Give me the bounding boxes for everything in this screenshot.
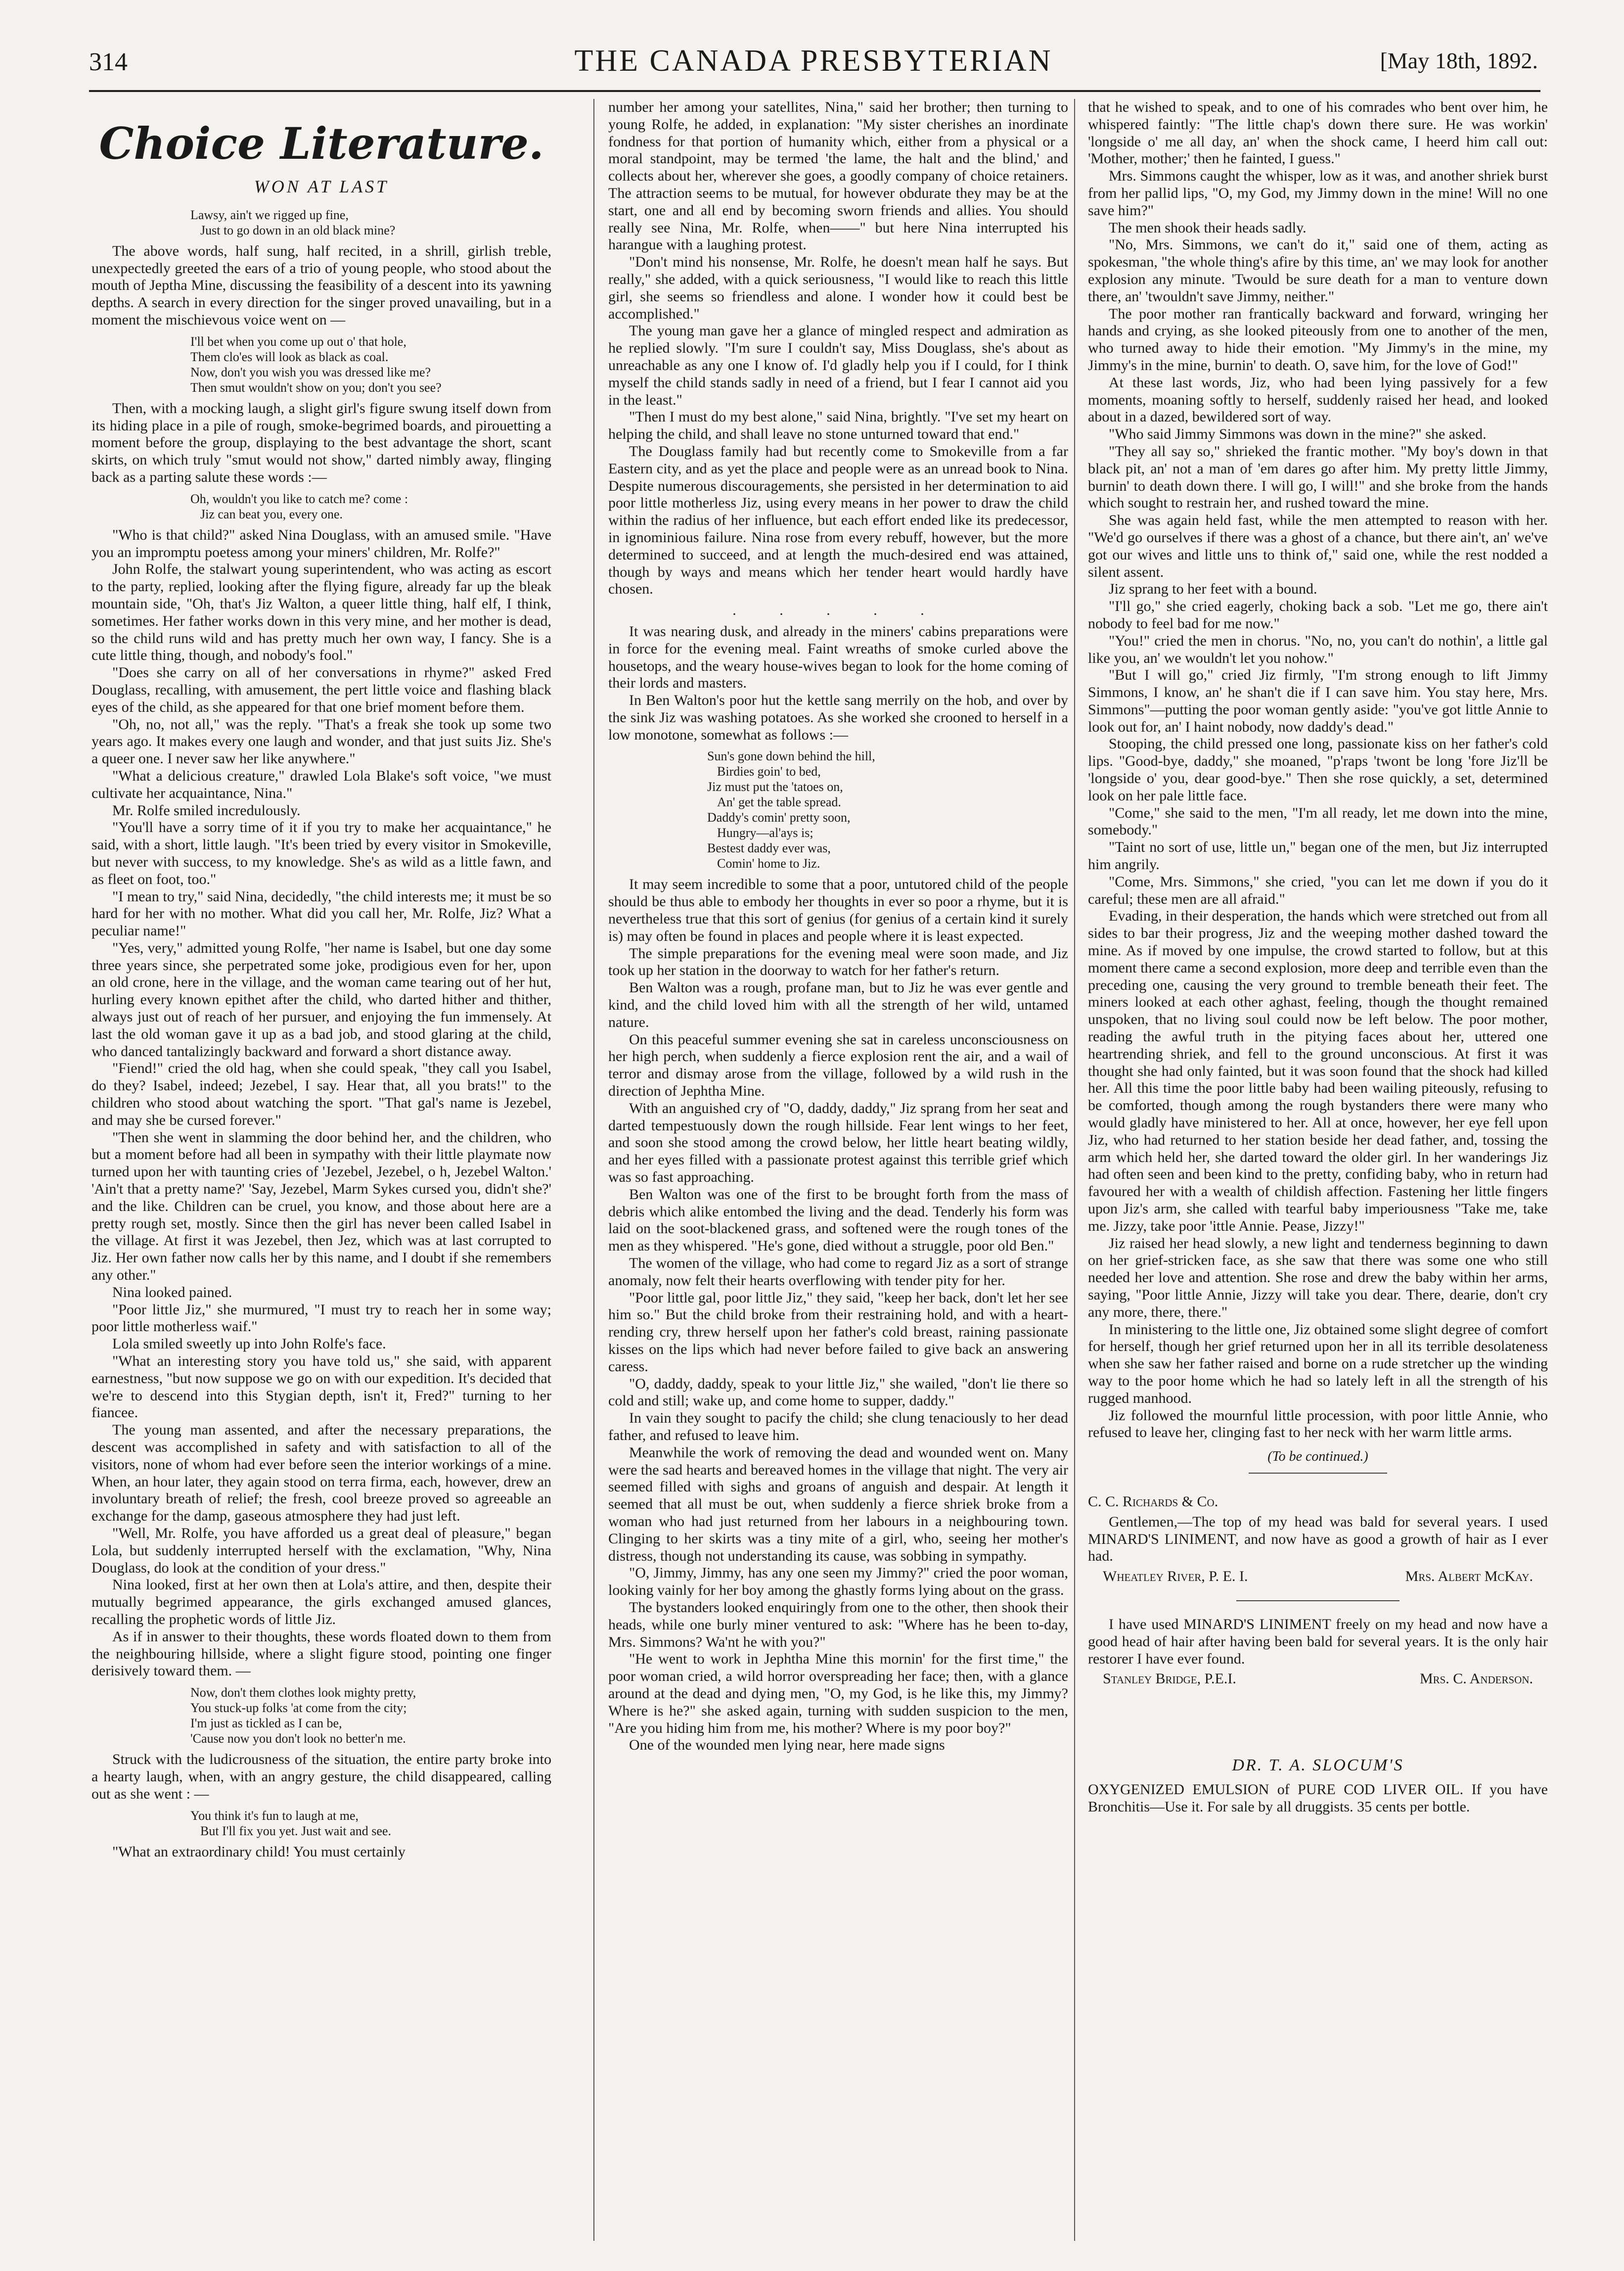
column-2 xyxy=(608,99,1068,2241)
paragraph: "Well, Mr. Rolfe, you have afforded us a great deal of pleasure," began Lola, but suddenly interrupted herself with the exclamation, "Why, Nina Douglass, do look at the condition of your dress." xyxy=(91,1525,551,1576)
verse-line: Hungry—al'ays is; xyxy=(717,826,813,840)
verse-line: Lawsy, ain't we rigged up fine, xyxy=(190,207,349,222)
paragraph: "O, daddy, daddy, speak to your little Jiz," she wailed, "don't lie there so cold and still; wake up, and come home to supper, daddy." xyxy=(608,1375,1068,1409)
verse-line: Them clo'es will look as black as coal. xyxy=(190,349,389,364)
verse-line: Jiz must put the 'tatoes on, xyxy=(707,780,843,794)
paragraph: The young man gave her a glance of mingled respect and admiration as he replied slowly. "I'm sure I couldn't say, Miss Douglass, she's about as unreachable as any one I know of. I'd gladly help you if I could, for I think myself the child stands sadly in need of a friend, but I fear I cannot aid you in the least." xyxy=(608,323,1068,408)
section-title: Choice Literature. xyxy=(99,118,544,169)
paragraph: that he wished to speak, and to one of his comrades who bent over him, he whispered faintly: "The little chap's down there sure. He was workin' 'longside o' me all day, an' when the shock came, I heerd him call out: 'Mother, mother;' then he fainted, I guess." xyxy=(1088,99,1548,167)
paragraph: Then, with a mocking laugh, a slight girl's figure swung itself down from its hiding place in a pile of rough, smoke-begrimed boards, and pirouetting a moment before the group, displaying to the best advantage the short, scant skirts, on which truly "smut would not show," darted nimbly away, flinging back as a parting salute these words :— xyxy=(91,400,551,485)
ad-body: Gentlemen,—The top of my head was bald for several years. I used MINARD'S LINIMENT, and now have as good a growth of hair as I ever had. xyxy=(1088,1513,1548,1565)
page-header xyxy=(89,44,1538,88)
paragraph: Meanwhile the work of removing the dead and wounded went on. Many were the sad hearts and bereaved homes in the village that night. The very air seemed filled with sighs and groans of anguish and despair. At length it seemed that all must be out, when suddenly a fierce shriek broke from a woman who had just returned from her labours in a neighbouring town. Clinging to her skirts was a tiny mite of a girl, who, seeing her mother's distress, though not understanding its cause, was sobbing in sympathy. xyxy=(608,1444,1068,1564)
advertisement-minards-2 xyxy=(1088,1616,1548,1688)
paragraph: Nina looked, first at her own then at Lola's attire, and then, despite their mutually begrimed appearance, the girls exchanged amused glances, recalling the prophetic words of little Jiz. xyxy=(91,1576,551,1627)
verse-line: I'll bet when you come up out o' that hole, xyxy=(190,334,406,349)
paragraph: "Oh, no, not all," was the reply. "That's a freak she took up some two years ago. It makes every one laugh and wonder, and that just suits Jiz. She's a queer one. I never saw her like anywhere." xyxy=(91,716,551,767)
advertisement-slocum xyxy=(1088,1757,1548,1815)
column-3 xyxy=(1088,99,1548,2241)
paragraph: Jiz sprang to her feet with a bound. xyxy=(1109,581,1317,598)
paragraph: It may seem incredible to some that a poor, untutored child of the people should be thus able to embody her thoughts in ever so poor a rhyme, but it is nevertheless true that this sort of genius (for genius of a certain kind it surely is) may often be found in places and people where it is least expected. xyxy=(608,876,1068,944)
paragraph: Jiz raised her head slowly, a new light and tenderness beginning to dawn on her grief-stricken face, as she saw that there was some one who still needed her love and attention. She rose and drew the baby within her arms, saying, "Poor little Annie, Jizzy will take you dear. There, dearie, don't cry any more, there, there." xyxy=(1088,1235,1548,1320)
paragraph: As if in answer to their thoughts, these words floated down to them from the neighbouring hillside, where a slight figure stood, pointing one finger derisively toward them. — xyxy=(91,1628,551,1679)
paragraph: "Come, Mrs. Simmons," she cried, "you can let me down if you do it careful; these men are all afraid." xyxy=(1088,873,1548,907)
story-title: WON AT LAST xyxy=(254,177,389,196)
paragraph: number her among your satellites, Nina," said her brother; then turning to young Rolfe, he added, in explanation: "My sister cherishes an inordinate fondness for that portion of humanity which, either from a physical or a moral standpoint, may be termed 'the lame, the halt and the blind,' and collects about her, wherever she goes, a goodly company of choice retainers. The attraction seems to be mutual, for however obdurate they may be at the start, one and all end by becoming sworn friends and allies. You should really see Nina, Mr. Rolfe, when——" but here Nina interrupted his harangue with a laughing protest. xyxy=(608,99,1068,253)
verse xyxy=(190,1685,551,1746)
ad-body: OXYGENIZED EMULSION of PURE COD LIVER OIL. If you have Bronchitis—Use it. For sale by all druggists. 35 cents per bottle. xyxy=(1088,1781,1548,1815)
paragraph: Stooping, the child pressed one long, passionate kiss on her father's cold lips. "Good-bye, daddy," she moaned, "p'raps 'twont be long 'fore Jiz'll be 'longside o' you, dear good-bye." Then she rose quickly, a set, determined look on her pale little face. xyxy=(1088,736,1548,804)
ad-place: Stanley Bridge, P.E.I. xyxy=(1103,1670,1236,1687)
verse xyxy=(190,207,551,238)
ad-addressee: C. C. Richards & Co. xyxy=(1088,1493,1218,1510)
paragraph: "Poor little gal, poor little Jiz," they said, "keep her back, don't let her see him so." But the child broke from their restraining hold, and with a heart-rending cry, threw herself upon her father's cold breast, raining passionate kisses on the lips which had never before failed to give back an answering caress. xyxy=(608,1289,1068,1375)
paragraph: The bystanders looked enquiringly from one to the other, then shook their heads, while one burly miner ventured to ask: "Where has he been to-day, Mrs. Simmons? Wa'nt he with you?" xyxy=(608,1599,1068,1650)
paragraph: "I mean to try," said Nina, decidedly, "the child interests me; it must be so hard for her with no mother. What did you call her, Mr. Rolfe, Jiz? What a peculiar name!" xyxy=(91,888,551,939)
header-rule xyxy=(89,90,1540,92)
verse-line: Now, don't them clothes look mighty pretty, xyxy=(190,1685,416,1700)
ad-divider xyxy=(1236,1600,1399,1601)
column-divider xyxy=(593,99,594,2241)
verse-line: I'm just as tickled as I can be, xyxy=(190,1716,342,1731)
paragraph: "No, Mrs. Simmons, we can't do it," said one of them, acting as spokesman, "the whole thing's afire by this time, an' we may look for another explosion any minute. 'Twould be sure death for a man to venture down there, an' 'twouldn't save Jimmy, neither." xyxy=(1088,236,1548,305)
publication-title: THE CANADA PRESBYTERIAN xyxy=(574,44,1053,78)
verse xyxy=(190,491,551,522)
verse-line: 'Cause now you don't look no better'n me. xyxy=(190,1731,406,1746)
ad-name: Mrs. C. Anderson. xyxy=(1419,1670,1533,1687)
paragraph: "Then I must do my best alone," said Nina, brightly. "I've set my heart on helping the child, and shall leave no stone unturned toward that end." xyxy=(608,409,1068,443)
verse-line: Bestest daddy ever was, xyxy=(707,841,831,856)
ad-signature xyxy=(1088,1668,1548,1688)
page-number: 314 xyxy=(89,48,128,76)
paragraph: "What a delicious creature," drawled Lola Blake's soft voice, "we must cultivate her acquaintance, Nina." xyxy=(91,767,551,801)
paragraph: The Douglass family had but recently come to Smokeville from a far Eastern city, and as yet the place and people were as an unread book to Nina. Despite numerous discouragements, she persisted in her determination to aid poor little motherless Jiz, using every means in her power to draw the child within the radius of her influence, but each effort ended like its predecessor, in ignominious failure. Nina rose from every rebuff, however, but the more determined to succeed, and at length the much-desired end was attained, though by ways and means which her tender heart would hardly have chosen. xyxy=(608,443,1068,598)
paragraph: Jiz followed the mournful little procession, with poor little Annie, who refused to leave her, clinging fast to her neck with her warm little arms. xyxy=(1088,1407,1548,1441)
verse-line: Now, don't you wish you was dressed like me? xyxy=(190,365,431,379)
verse-line: Jiz can beat you, every one. xyxy=(200,507,343,521)
paragraph: It was nearing dusk, and already in the miners' cabins preparations were in force for the evening meal. Faint wreaths of smoke curled above the housetops, and the weary house-wives began to look for the home coming of their lords and masters. xyxy=(608,623,1068,692)
story-end-rule xyxy=(1249,1473,1387,1474)
verse-line: You think it's fun to laugh at me, xyxy=(190,1808,359,1823)
verse xyxy=(190,1808,551,1839)
verse-line: Oh, wouldn't you like to catch me? come : xyxy=(190,491,408,506)
advertisement-minards-1 xyxy=(1088,1493,1548,1585)
paragraph: The men shook their heads sadly. xyxy=(1109,219,1307,236)
paragraph: On this peaceful summer evening she sat in careless unconsciousness on her high perch, when suddenly a fierce explosion rent the air, and a wail of terror and dismay arose from the village, followed by a wild rush in the direction of Jephtha Mine. xyxy=(608,1031,1068,1100)
verse-line: Then smut wouldn't show on you; don't you see? xyxy=(190,380,442,395)
paragraph: "What an extraordinary child! You must certainly xyxy=(112,1843,406,1860)
to-be-continued: (To be continued.) xyxy=(1267,1449,1368,1465)
paragraph: "But I will go," cried Jiz firmly, "I'm strong enough to lift Jimmy Simmons, I know, an' he shan't die if I can save him. You stay here, Mrs. Simmons"—putting the poor woman gently aside: "you've got little Annie to look out for, an' I haint nobody, now daddy's dead." xyxy=(1088,667,1548,735)
verse-line: An' get the table spread. xyxy=(717,795,841,810)
paragraph: The simple preparations for the evening meal were soon made, and Jiz took up her station in the doorway to watch for her father's return. xyxy=(608,945,1068,979)
paragraph: "Yes, very," admitted young Rolfe, "her name is Isabel, but one day some three years since, she perpetrated some joke, prodigious even for her, upon an old crone, here in the village, and the woman came tearing out of her hut, hurling every known epithet after the child, who darted hither and thither, always just out of reach of her pursuer, and enjoying the fun immensely. At last the old woman gave it up as a bad job, and stood glaring at the child, who danced tantalizingly backward and forward a short distance away. xyxy=(91,939,551,1060)
paragraph: Nina looked pained. xyxy=(112,1284,232,1300)
paragraph: One of the wounded men lying near, here made signs xyxy=(629,1737,945,1754)
paragraph: "Don't mind his nonsense, Mr. Rolfe, he doesn't mean half he says. But really," she added, with a quick seriousness, "I would like to reach this little girl, she seems so friendless and alone. I wonder how it could best be accomplished." xyxy=(608,254,1068,322)
paragraph: "Poor little Jiz," she murmured, "I must try to reach her in some way; poor little motherless waif." xyxy=(91,1301,551,1335)
paragraph: John Rolfe, the stalwart young superintendent, who was acting as escort to the party, replied, looking after the flying figure, already far up the bleak mountain side, "Oh, that's Jiz Walton, a queer little thing, half elf, I think, sometimes. Her father works down in this very mine, and her mother is dead, so the child runs wild and has pretty much her own way, I fancy. She is a cute little thing, though, and nobody's fool." xyxy=(91,561,551,664)
paragraph: Mrs. Simmons caught the whisper, low as it was, and another shriek burst from her pallid lips, "O, my God, my Jimmy down in the mine! Will no one save him?" xyxy=(1088,168,1548,219)
verse-line: Sun's gone down behind the hill, xyxy=(707,749,875,764)
paragraph: In ministering to the little one, Jiz obtained some slight degree of comfort for herself, though her grief returned upon her in all its terrible desolateness when she saw her father raised and borne on a rude stretcher up the winding way to the poor home which he had so lately left in all the strength of his rugged manhood. xyxy=(1088,1321,1548,1406)
paragraph: "Does she carry on all of her conversations in rhyme?" asked Fred Douglass, recalling, with amusement, the pert little voice and flashing black eyes of the child, as she appeared for that one brief moment before them. xyxy=(91,664,551,715)
paragraph: Ben Walton was one of the first to be brought forth from the mass of debris which alike entombed the living and the dead. Tenderly his form was laid on the soot-blackened grass, and softened were the rough tones of the men as they whispered. "He's gone, died without a struggle, poor old Ben." xyxy=(608,1186,1068,1254)
section-separator: . . . . . xyxy=(732,602,944,619)
verse-line: Daddy's comin' pretty soon, xyxy=(707,810,851,825)
paragraph: "O, Jimmy, Jimmy, has any one seen my Jimmy?" cried the poor woman, looking vainly for her boy among the ghastly forms lying about on the grass. xyxy=(608,1565,1068,1599)
verse-line: Birdies goin' to bed, xyxy=(717,764,821,779)
paragraph: Lola smiled sweetly up into John Rolfe's face. xyxy=(112,1336,386,1352)
ad-place: Wheatley River, P. E. I. xyxy=(1103,1568,1248,1585)
paragraph: The young man assented, and after the necessary preparations, the descent was accomplished in safety and with satisfaction to all of the visitors, none of whom had ever before seen the interior workings of a mine. When, an hour later, they again stood on terra firma, each, however, drew an involuntary breath of relief; the fresh, cool breeze proved so agreeable an exchange for the damp, gaseous atmosphere they had just left. xyxy=(91,1422,551,1525)
paragraph: "What an interesting story you have told us," she said, with apparent earnestness, "but now suppose we go on with our expedition. It's decided that we're to descend into this Stygian depth, isn't it, Fred?" turning to her fiancee. xyxy=(91,1353,551,1421)
paragraph: "They all say so," shrieked the frantic mother. "My boy's down in that black pit, an' not a man of 'em dares go after him. My pretty little Jimmy, burnin' to death down there. I will go, I will!" and she broke from the hands which sought to restrain her, and rushed toward the mine. xyxy=(1088,443,1548,511)
paragraph: The women of the village, who had come to regard Jiz as a sort of strange anomaly, now felt their hearts overflowing with tender pity for her. xyxy=(608,1255,1068,1289)
ad-heading: DR. T. A. SLOCUM'S xyxy=(1232,1756,1404,1775)
paragraph: The above words, half sung, half recited, in a shrill, girlish treble, unexpectedly greeted the ears of a trio of young people, who stood about the mouth of Jeptha Mine, discussing the feasibility of a descent into its yawning depths. A search in every direction for the singer proved unavailing, but in a moment the mischievous voice went on — xyxy=(91,242,551,328)
paragraph: Evading, in their desperation, the hands which were stretched out from all sides to bar their progress, Jiz and the weeping mother dashed toward the mine. As if moved by one impulse, the crowd started to follow, but at this moment there came a second explosion, more deep and terrible even than the preceding one, causing the very ground to tremble beneath their feet. The miners looked at each other aghast, feeling, though the thought remained unspoken, that no living soul could now be left below. The poor mother, reading the awful truth in the pitying faces about her, uttered one heartrending shriek, and fell to the ground unconscious. At first it was thought she had only fainted, but it was soon found that the shock had killed her. All this time the poor little baby had been wailing piteously, refusing to be comforted, though among the rough bystanders there were many who would gladly have ministered to her. All at once, however, her eye fell upon Jiz, who had returned to her station beside her dead father, and, tossing the arm which held her, she darted toward the older girl. In her wanderings Jiz had often seen and been kind to the pretty, confiding baby, who in return had favoured her with a wealth of childish affection. Fastening her little fingers upon Jiz's arm, she called with tearful baby imperiousness "Take me, take me. Jizzy, take poor 'ittle Annie. Pease, Jizzy!" xyxy=(1088,908,1548,1234)
paragraph: The poor mother ran frantically backward and forward, wringing her hands and crying, as she looked piteously from one to another of the men, who turned away to hide their emotion. "My Jimmy's in the mine, my Jimmy's in the mine, burnin' to death. O, save him, for the love of God!" xyxy=(1088,305,1548,373)
paragraph: Mr. Rolfe smiled incredulously. xyxy=(112,802,301,819)
ad-body: I have used MINARD'S LINIMENT freely on my head and now have a good head of hair after having been bald for several years. It is the only hair restorer I have ever found. xyxy=(1088,1616,1548,1667)
verse-line: But I'll fix you yet. Just wait and see. xyxy=(200,1823,391,1838)
verse xyxy=(707,748,1068,871)
ad-name: Mrs. Albert McKay. xyxy=(1405,1568,1533,1585)
paragraph: At these last words, Jiz, who had been lying passively for a few moments, moaning softly to herself, suddenly raised her head, and looked about in a dazed, bewildered sort of way. xyxy=(1088,374,1548,425)
paragraph: "Then she went in slamming the door behind her, and the children, who but a moment before had all been in sympathy with their little playmate now turned upon her with taunting cries of 'Jezebel, Jezebel, o h, Jezebel Walton.' 'Ain't that a pretty name?' 'Say, Jezebel, Marm Sykes cursed you, didn't she?' and the like. Children can be cruel, you know, and those about here are a pretty rough set, mostly. Since then the girl has never been called Isabel in the village. At first it was Jezebel, then Jez, which was at last corrupted to Jiz. Her own father now calls her by this name, and I doubt if she remembers any other." xyxy=(91,1129,551,1284)
paragraph: "Who said Jimmy Simmons was down in the mine?" she asked. xyxy=(1109,426,1487,443)
paragraph: In Ben Walton's poor hut the kettle sang merrily on the hob, and over by the sink Jiz was washing potatoes. As she worked she crooned to herself in a low monotone, somewhat as follows :— xyxy=(608,692,1068,743)
issue-date: [May 18th, 1892. xyxy=(1380,48,1538,73)
paragraph: "Who is that child?" asked Nina Douglass, with an amused smile. "Have you an impromptu poetess among your miners' children, Mr. Rolfe?" xyxy=(91,526,551,560)
paragraph: "I'll go," she cried eagerly, choking back a sob. "Let me go, there ain't nobody to feel bad for me now." xyxy=(1088,598,1548,632)
verse-line: Comin' home to Jiz. xyxy=(717,856,820,871)
paragraph: "You'll have a sorry time of it if you try to make her acquaintance," he said, with a short, little laugh. "It's been tried by every visitor in Smokeville, but never with success, to my knowledge. She's as wild as a little fawn, and as fleet on foot, too." xyxy=(91,819,551,887)
paragraph: Struck with the ludicrousness of the situation, the entire party broke into a hearty laugh, when, with an angry gesture, the child disappeared, calling out as she went : — xyxy=(91,1751,551,1802)
paragraph: Ben Walton was a rough, profane man, but to Jiz he was ever gentle and kind, and the child loved him with all the strength of her wild, untamed nature. xyxy=(608,979,1068,1030)
verse-line: Just to go down in an old black mine? xyxy=(200,223,396,237)
paragraph: "Taint no sort of use, little un," began one of the men, but Jiz interrupted him angrily. xyxy=(1088,839,1548,873)
paragraph: She was again held fast, while the men attempted to reason with her. "We'd go ourselves if there was a ghost of a chance, but there ain't, an' we've got our wives and little uns to think of," said one, while the rest nodded a silent assent. xyxy=(1088,512,1548,580)
column-divider xyxy=(1074,99,1075,2241)
paragraph: "Fiend!" cried the old hag, when she could speak, "they call you Isabel, do they? Isabel, indeed; Jezebel, I say. Hear that, all you brats!" to the children who stood about watching the sport. "That gal's name is Jezebel, and may she be cursed forever." xyxy=(91,1060,551,1128)
ad-signature xyxy=(1088,1565,1548,1585)
paragraph: "He went to work in Jephtha Mine this mornin' for the first time," the poor woman cried, a wild horror overspreading her face; then, with a glance around at the dead and dying men, "O, my God, is he like this, my Jimmy? Where is he?" she asked again, turning with sudden suspicion to the men, "Are you hiding him from me, his mother? Where is my poor boy?" xyxy=(608,1651,1068,1736)
paragraph: "Come," she said to the men, "I'm all ready, let me down into the mine, somebody." xyxy=(1088,804,1548,838)
column-1 xyxy=(91,99,551,2241)
verse xyxy=(190,334,551,395)
paragraph: In vain they sought to pacify the child; she clung tenaciously to her dead father, and refused to leave him. xyxy=(608,1410,1068,1443)
paragraph: With an anguished cry of "O, daddy, daddy," Jiz sprang from her seat and darted tempestuously down the rough hillside. Fear lent wings to her feet, and soon she stood among the crowd below, her little heart beating wildly, and her eyes filled with a passionate protest against this terrible grief which was so fast approaching. xyxy=(608,1100,1068,1186)
verse-line: You stuck-up folks 'at come from the city; xyxy=(190,1701,407,1715)
paragraph: "You!" cried the men in chorus. "No, no, you can't do nothin', a little gal like you, an' we wouldn't let you nohow." xyxy=(1088,632,1548,666)
